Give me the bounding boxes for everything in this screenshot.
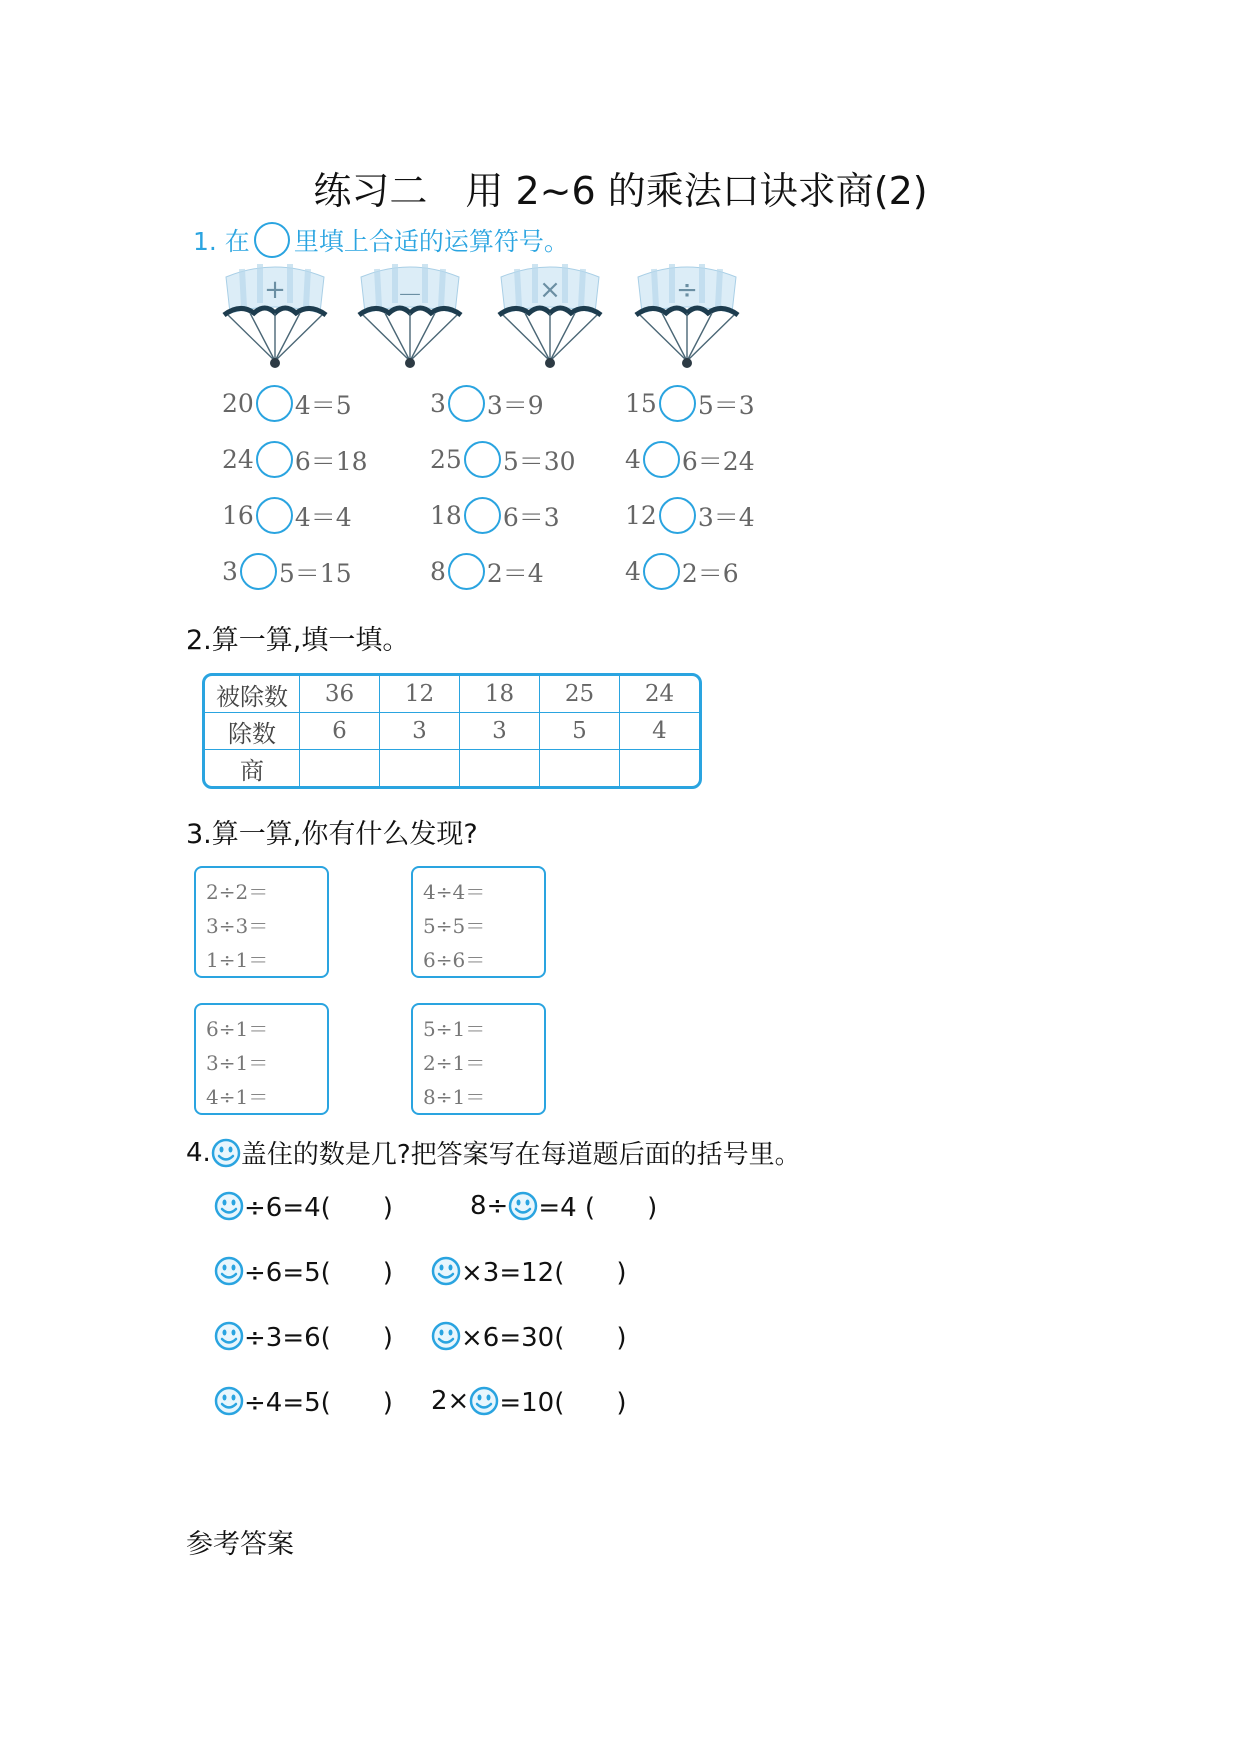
box-equation: 6÷1＝	[206, 1017, 269, 1041]
parachute-times	[495, 255, 605, 373]
equation-box	[411, 866, 546, 978]
answer-cell[interactable]	[300, 750, 380, 786]
q1-equation: 3 5＝15	[222, 553, 352, 590]
q4-item: 2× =10( )	[431, 1385, 627, 1418]
box-equation: 5÷5＝	[423, 914, 486, 938]
answers-heading: 参考答案	[186, 1529, 294, 1560]
q1-equation: 8 2＝4	[430, 553, 544, 590]
answer-circle[interactable]	[448, 385, 485, 422]
answer-cell[interactable]	[380, 750, 460, 786]
smiley-icon	[431, 1256, 461, 1286]
smiley-icon	[211, 1138, 241, 1168]
parachute-icon	[355, 255, 465, 373]
box-equation: 5÷1＝	[423, 1017, 486, 1041]
box-equation: 6÷6＝	[423, 948, 486, 972]
parachute-symbol: ÷	[676, 275, 698, 305]
table-cell: 24	[620, 676, 699, 713]
box-equation: 8÷1＝	[423, 1085, 486, 1109]
answer-cell[interactable]	[460, 750, 540, 786]
answer-circle[interactable]	[256, 385, 293, 422]
smiley-icon	[214, 1191, 244, 1221]
answer-circle[interactable]	[240, 553, 277, 590]
parachute-divide	[632, 255, 742, 373]
answer-circle[interactable]	[659, 385, 696, 422]
q1-suffix: 里填上合适的运算符号。	[293, 227, 569, 256]
q2-heading: 2.算一算,填一填。	[186, 625, 410, 656]
table-cell: 5	[540, 713, 620, 750]
answer-circle[interactable]	[448, 553, 485, 590]
answer-cell[interactable]	[620, 750, 699, 786]
q4-item: ÷3=6( )	[214, 1317, 393, 1354]
q1-heading	[193, 222, 569, 258]
smiley-icon	[431, 1321, 461, 1351]
box-equation: 4÷1＝	[206, 1085, 269, 1109]
q4-item: 8÷ =4 ( )	[470, 1190, 658, 1223]
answer-circle[interactable]	[643, 553, 680, 590]
q1-equation: 4 6＝24	[625, 441, 755, 478]
table-cell: 6	[300, 713, 380, 750]
answer-circle[interactable]	[464, 441, 501, 478]
answer-circle[interactable]	[256, 497, 293, 534]
divisor-row	[205, 713, 699, 750]
q3-heading: 3.算一算,你有什么发现?	[186, 819, 478, 850]
row-label: 除数	[205, 713, 300, 750]
row-label: 商	[205, 750, 300, 786]
q1-equation: 15 5＝3	[625, 385, 755, 422]
q1-equation: 12 3＝4	[625, 497, 755, 534]
row-label: 被除数	[205, 676, 300, 713]
division-table	[202, 673, 702, 789]
equation-box	[194, 1003, 329, 1115]
q1-equation: 24 6＝18	[222, 441, 368, 478]
smiley-icon	[214, 1321, 244, 1351]
box-equation: 2÷1＝	[423, 1051, 486, 1075]
box-equation: 3÷1＝	[206, 1051, 269, 1075]
blank-circle-icon	[254, 222, 290, 258]
parachute-symbol: －	[396, 281, 423, 311]
answer-cell[interactable]	[540, 750, 620, 786]
smiley-icon	[214, 1386, 244, 1416]
smiley-icon	[214, 1256, 244, 1286]
q4-item: ×6=30( )	[431, 1317, 626, 1354]
parachute-icon	[220, 255, 330, 373]
parachute-icon	[495, 255, 605, 373]
answer-circle[interactable]	[256, 441, 293, 478]
parachute-symbol: ×	[539, 275, 561, 305]
q1-equation: 18 6＝3	[430, 497, 560, 534]
parachute-minus	[355, 255, 465, 373]
q4-item: ×3=12( )	[431, 1252, 626, 1289]
q4-item: ÷6=4( )	[214, 1187, 393, 1224]
table-cell: 25	[540, 676, 620, 713]
smiley-icon	[508, 1191, 538, 1221]
q1-prefix: 1. 在	[193, 227, 250, 256]
q1-equation: 16 4＝4	[222, 497, 352, 534]
answer-circle[interactable]	[659, 497, 696, 534]
table-cell: 36	[300, 676, 380, 713]
table-cell: 3	[380, 713, 460, 750]
q4-heading: 4. 盖住的数是几?把答案写在每道题后面的括号里。	[186, 1137, 801, 1170]
parachute-plus	[220, 255, 330, 373]
table-cell: 12	[380, 676, 460, 713]
parachute-symbol: +	[264, 275, 286, 305]
table-cell: 18	[460, 676, 540, 713]
q1-equation: 4 2＝6	[625, 553, 739, 590]
smiley-icon	[469, 1386, 499, 1416]
box-equation: 2÷2＝	[206, 880, 269, 904]
q1-equation: 3 3＝9	[430, 385, 544, 422]
page-title: 练习二 用 2~6 的乘法口诀求商(2)	[313, 169, 928, 213]
q4-item: ÷4=5( )	[214, 1382, 393, 1419]
answer-circle[interactable]	[464, 497, 501, 534]
table-cell: 3	[460, 713, 540, 750]
q1-equation: 25 5＝30	[430, 441, 576, 478]
box-equation: 1÷1＝	[206, 948, 269, 972]
parachute-icon	[632, 255, 742, 373]
box-equation: 4÷4＝	[423, 880, 486, 904]
quotient-row	[205, 750, 699, 786]
box-equation: 3÷3＝	[206, 914, 269, 938]
equation-box	[411, 1003, 546, 1115]
equation-box	[194, 866, 329, 978]
answer-circle[interactable]	[643, 441, 680, 478]
table-cell: 4	[620, 713, 699, 750]
q1-equation: 20 4＝5	[222, 385, 352, 422]
q4-item: ÷6=5( )	[214, 1252, 393, 1289]
dividend-row	[205, 676, 699, 713]
